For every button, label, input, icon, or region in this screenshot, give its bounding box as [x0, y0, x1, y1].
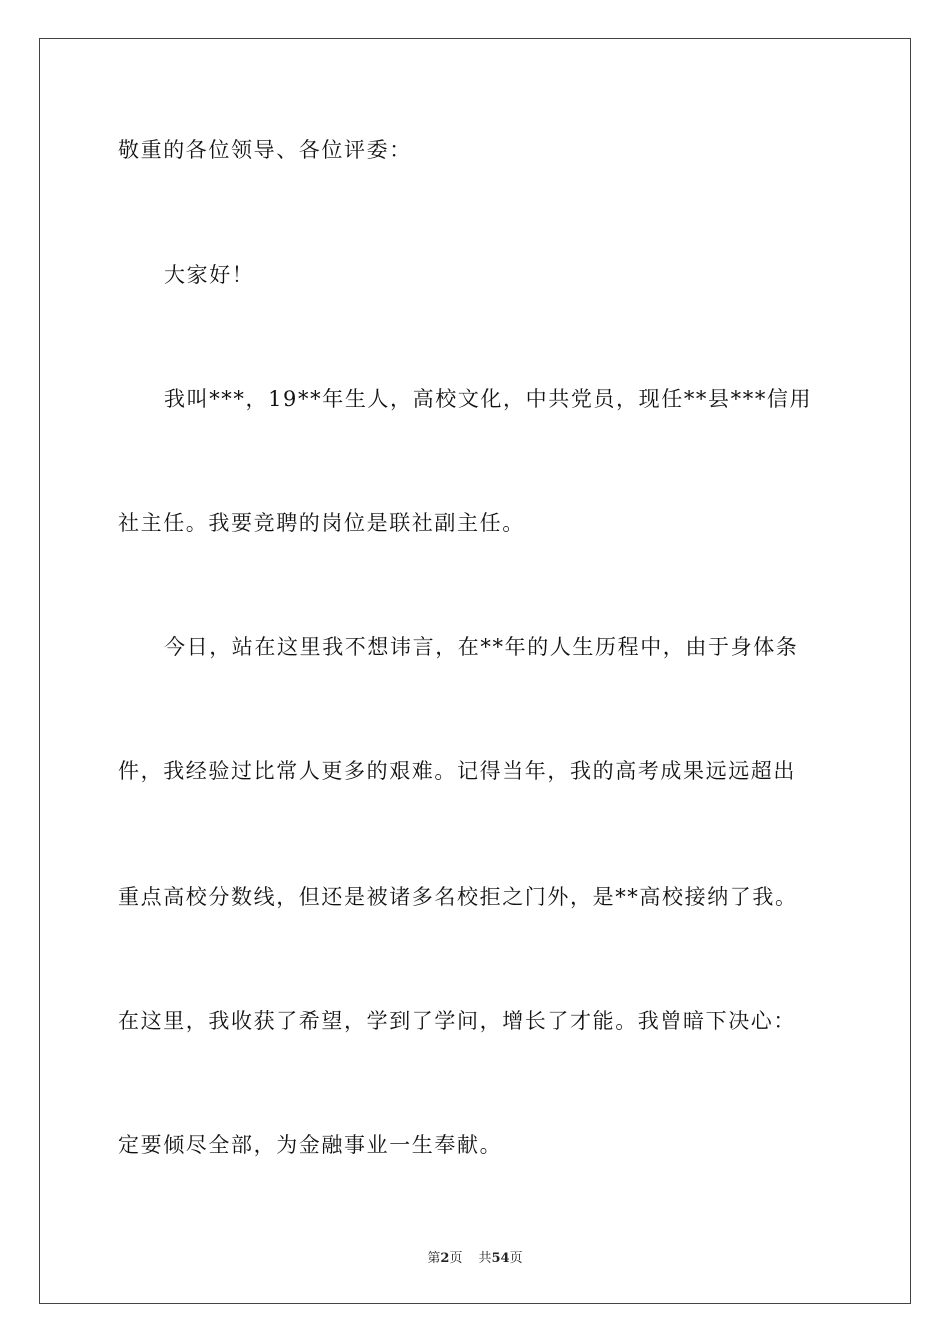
paragraph-line: 定要倾尽全部，为金融事业一生奉献。	[118, 1133, 503, 1157]
page-number: 2	[440, 1251, 450, 1266]
page-suffix: 页	[449, 1251, 463, 1266]
paragraph-line: 社主任。我要竞聘的岗位是联社副主任。	[118, 511, 525, 535]
paragraph-line: 今日，站在这里我不想讳言，在**年的人生历程中，由于身体条	[164, 635, 799, 659]
paragraph-line: 我叫***，19**年生人，高校文化，中共党员，现任**县***信用	[164, 387, 813, 411]
page-footer	[0, 1247, 950, 1266]
greeting-line: 大家好！	[164, 263, 255, 287]
paragraph-line: 在这里，我收获了希望，学到了学问，增长了才能。我曾暗下决心：	[118, 1009, 796, 1033]
page-prefix: 第	[427, 1251, 441, 1266]
total-suffix: 页	[509, 1251, 523, 1266]
salutation-line: 敬重的各位领导、各位评委：	[118, 138, 412, 162]
total-prefix: 共	[478, 1251, 492, 1266]
total-pages: 54	[491, 1251, 510, 1266]
paragraph-line: 重点高校分数线，但还是被诸多名校拒之门外，是**高校接纳了我。	[118, 885, 798, 909]
page-border	[39, 38, 911, 1304]
paragraph-line: 件，我经验过比常人更多的艰难。记得当年，我的高考成果远远超出	[118, 759, 796, 783]
